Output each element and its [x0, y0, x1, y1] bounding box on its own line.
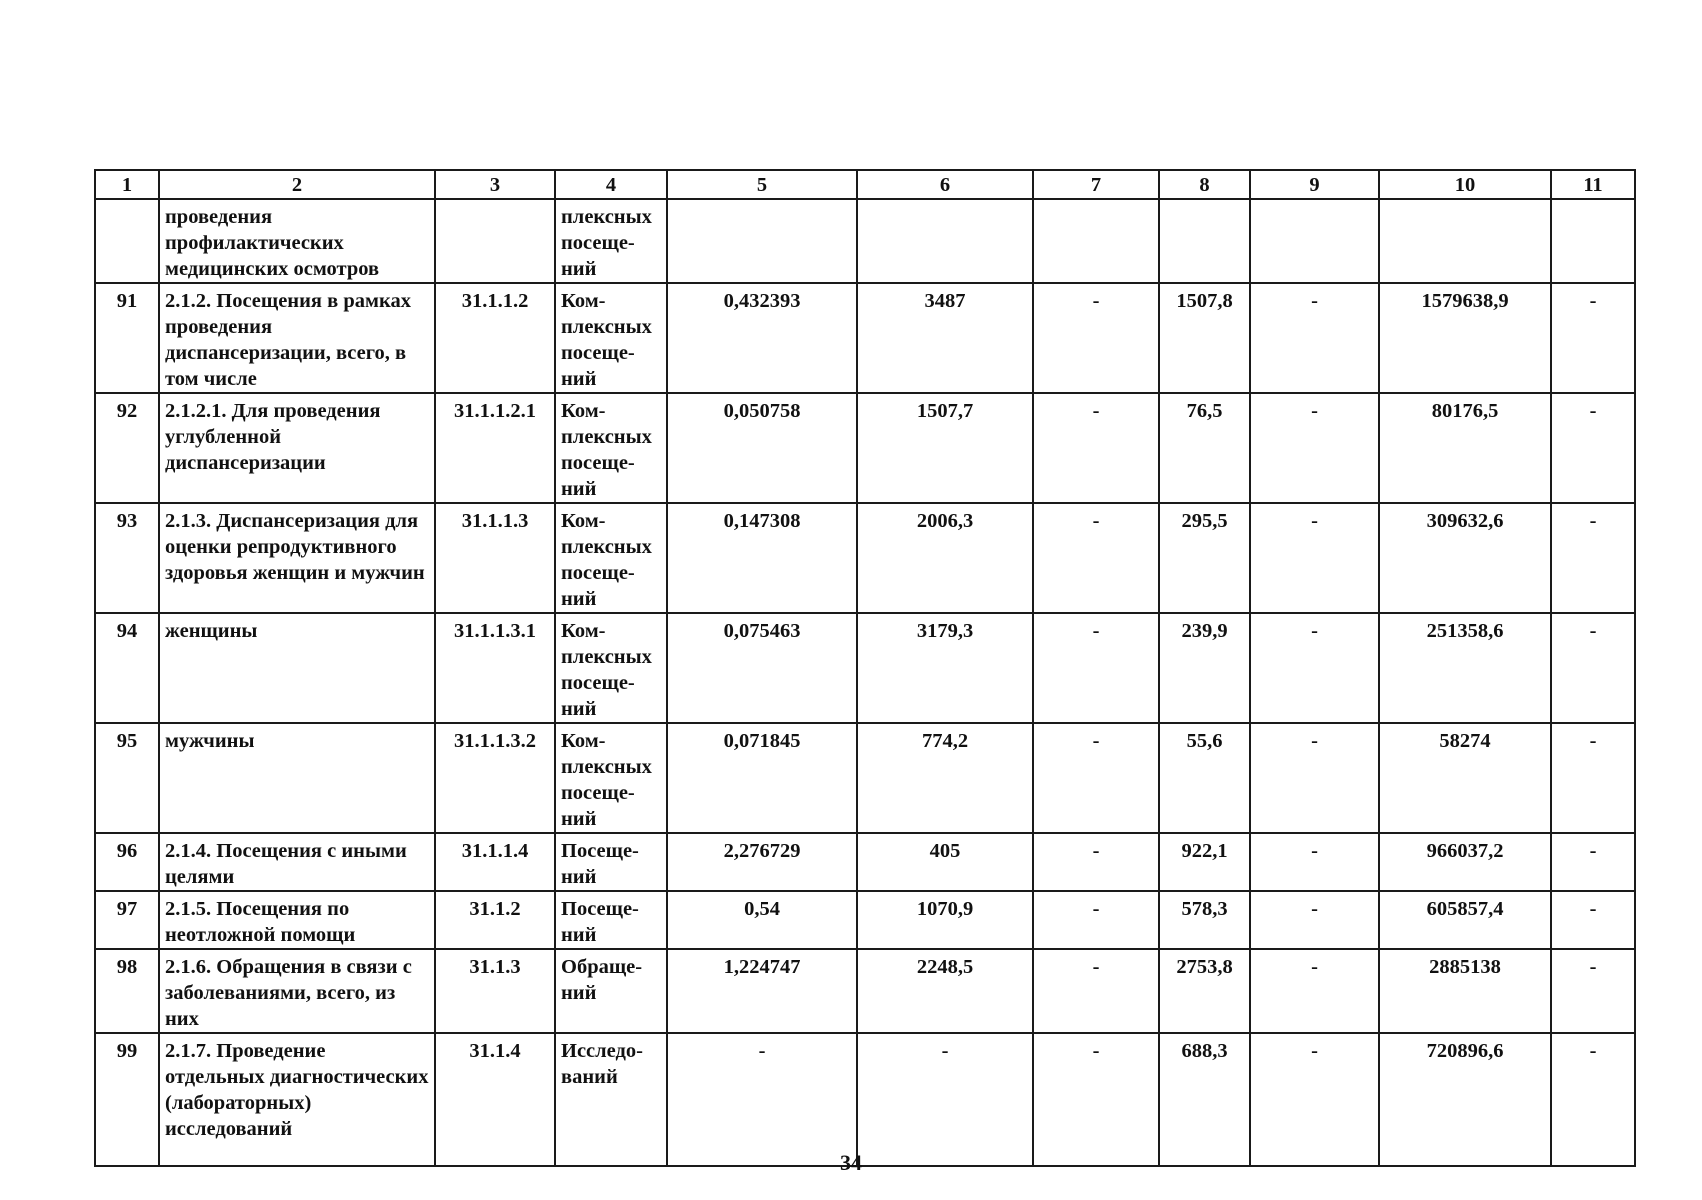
unit-cell: Ком-плексных посеще-ний: [555, 503, 667, 613]
value-cell-col-8: 55,6: [1159, 723, 1250, 833]
unit-cell: плексных посеще-ний: [555, 199, 667, 283]
value-cell-col-11: -: [1551, 503, 1635, 613]
value-cell-col-8: 688,3: [1159, 1033, 1250, 1166]
unit-cell: Исследо-ваний: [555, 1033, 667, 1166]
row-number-cell: 97: [95, 891, 159, 949]
value-cell-col-5: 0,432393: [667, 283, 857, 393]
value-cell-col-6: 1507,7: [857, 393, 1033, 503]
value-cell-col-10: 58274: [1379, 723, 1551, 833]
code-cell: 31.1.1.3: [435, 503, 555, 613]
value-cell-col-10: 720896,6: [1379, 1033, 1551, 1166]
value-cell-col-5: 0,075463: [667, 613, 857, 723]
code-cell: 31.1.4: [435, 1033, 555, 1166]
row-number-cell: 95: [95, 723, 159, 833]
table-body: [95, 170, 1635, 1166]
value-cell-col-8: 2753,8: [1159, 949, 1250, 1033]
value-cell-col-10: [1379, 199, 1551, 283]
code-cell: 31.1.1.3.1: [435, 613, 555, 723]
value-cell-col-11: -: [1551, 283, 1635, 393]
header-cell-col-10: 10: [1379, 170, 1551, 199]
value-cell-col-11: -: [1551, 949, 1635, 1033]
value-cell-col-6: -: [857, 1033, 1033, 1166]
header-cell-col-5: 5: [667, 170, 857, 199]
description-cell: 2.1.2.1. Для проведения углубленной диспансеризации: [159, 393, 435, 503]
description-cell: 2.1.5. Посещения по неотложной помощи: [159, 891, 435, 949]
value-cell-col-10: 80176,5: [1379, 393, 1551, 503]
value-cell-col-7: -: [1033, 1033, 1159, 1166]
value-cell-col-5: 0,54: [667, 891, 857, 949]
row-number-cell: 96: [95, 833, 159, 891]
table-row: [95, 199, 1635, 283]
value-cell-col-5: 0,071845: [667, 723, 857, 833]
unit-cell: Обраще-ний: [555, 949, 667, 1033]
value-cell-col-6: 1070,9: [857, 891, 1033, 949]
value-cell-col-5: -: [667, 1033, 857, 1166]
value-cell-col-9: -: [1250, 833, 1379, 891]
value-cell-col-7: -: [1033, 891, 1159, 949]
value-cell-col-8: 76,5: [1159, 393, 1250, 503]
value-cell-col-5: 1,224747: [667, 949, 857, 1033]
value-cell-col-11: -: [1551, 833, 1635, 891]
value-cell-col-10: 605857,4: [1379, 891, 1551, 949]
table-row: [95, 949, 1635, 1033]
table-row: [95, 833, 1635, 891]
table-row: [95, 503, 1635, 613]
value-cell-col-10: 966037,2: [1379, 833, 1551, 891]
page-number: 34: [840, 1150, 862, 1175]
code-cell: 31.1.1.4: [435, 833, 555, 891]
value-cell-col-6: 2006,3: [857, 503, 1033, 613]
description-cell: проведения профилактических медицинских осмотров: [159, 199, 435, 283]
value-cell-col-7: -: [1033, 613, 1159, 723]
row-number-cell: 91: [95, 283, 159, 393]
code-cell: 31.1.3: [435, 949, 555, 1033]
code-cell: [435, 199, 555, 283]
row-number-cell: 99: [95, 1033, 159, 1166]
value-cell-col-5: [667, 199, 857, 283]
table-row: [95, 723, 1635, 833]
value-cell-col-11: -: [1551, 1033, 1635, 1166]
value-cell-col-9: [1250, 199, 1379, 283]
value-cell-col-10: 2885138: [1379, 949, 1551, 1033]
description-cell: 2.1.3. Диспансеризация для оценки репродуктивного здоровья женщин и мужчин: [159, 503, 435, 613]
value-cell-col-5: 2,276729: [667, 833, 857, 891]
value-cell-col-11: -: [1551, 393, 1635, 503]
value-cell-col-9: -: [1250, 393, 1379, 503]
unit-cell: Ком-плексных посеще-ний: [555, 393, 667, 503]
value-cell-col-7: -: [1033, 393, 1159, 503]
value-cell-col-9: -: [1250, 613, 1379, 723]
value-cell-col-9: -: [1250, 503, 1379, 613]
row-number-cell: 92: [95, 393, 159, 503]
table-row: [95, 393, 1635, 503]
value-cell-col-9: -: [1250, 891, 1379, 949]
header-cell-col-11: 11: [1551, 170, 1635, 199]
unit-cell: Ком-плексных посеще-ний: [555, 283, 667, 393]
value-cell-col-6: 3487: [857, 283, 1033, 393]
unit-cell: Ком-плексных посеще-ний: [555, 723, 667, 833]
value-cell-col-10: 251358,6: [1379, 613, 1551, 723]
value-cell-col-7: -: [1033, 949, 1159, 1033]
value-cell-col-7: -: [1033, 503, 1159, 613]
table-row: [95, 1033, 1635, 1166]
value-cell-col-9: -: [1250, 949, 1379, 1033]
code-cell: 31.1.1.2.1: [435, 393, 555, 503]
value-cell-col-11: -: [1551, 891, 1635, 949]
code-cell: 31.1.2: [435, 891, 555, 949]
table-row: [95, 613, 1635, 723]
table-row: [95, 283, 1635, 393]
value-cell-col-8: 239,9: [1159, 613, 1250, 723]
value-cell-col-8: 295,5: [1159, 503, 1250, 613]
value-cell-col-6: 2248,5: [857, 949, 1033, 1033]
value-cell-col-11: -: [1551, 723, 1635, 833]
value-cell-col-6: [857, 199, 1033, 283]
value-cell-col-9: -: [1250, 723, 1379, 833]
row-number-cell: 94: [95, 613, 159, 723]
description-cell: 2.1.7. Проведение отдельных диагностических (лабораторных) исследований: [159, 1033, 435, 1166]
value-cell-col-6: 3179,3: [857, 613, 1033, 723]
value-cell-col-7: -: [1033, 283, 1159, 393]
data-table: [94, 169, 1636, 1167]
code-cell: 31.1.1.3.2: [435, 723, 555, 833]
value-cell-col-9: -: [1250, 283, 1379, 393]
value-cell-col-6: 774,2: [857, 723, 1033, 833]
value-cell-col-5: 0,050758: [667, 393, 857, 503]
value-cell-col-8: 578,3: [1159, 891, 1250, 949]
header-cell-col-3: 3: [435, 170, 555, 199]
value-cell-col-6: 405: [857, 833, 1033, 891]
description-cell: женщины: [159, 613, 435, 723]
value-cell-col-11: [1551, 199, 1635, 283]
unit-cell: Посеще-ний: [555, 833, 667, 891]
header-cell-col-1: 1: [95, 170, 159, 199]
value-cell-col-11: -: [1551, 613, 1635, 723]
description-cell: 2.1.2. Посещения в рамках проведения диспансеризации, всего, в том числе: [159, 283, 435, 393]
unit-cell: Ком-плексных посеще-ний: [555, 613, 667, 723]
row-number-cell: 93: [95, 503, 159, 613]
value-cell-col-9: -: [1250, 1033, 1379, 1166]
code-cell: 31.1.1.2: [435, 283, 555, 393]
value-cell-col-8: [1159, 199, 1250, 283]
header-cell-col-2: 2: [159, 170, 435, 199]
value-cell-col-5: 0,147308: [667, 503, 857, 613]
unit-cell: Посеще-ний: [555, 891, 667, 949]
value-cell-col-7: -: [1033, 723, 1159, 833]
header-cell-col-8: 8: [1159, 170, 1250, 199]
value-cell-col-8: 1507,8: [1159, 283, 1250, 393]
row-number-cell: 98: [95, 949, 159, 1033]
header-cell-col-7: 7: [1033, 170, 1159, 199]
value-cell-col-10: 309632,6: [1379, 503, 1551, 613]
value-cell-col-7: -: [1033, 833, 1159, 891]
value-cell-col-7: [1033, 199, 1159, 283]
row-number-cell: [95, 199, 159, 283]
description-cell: 2.1.6. Обращения в связи с заболеваниями, всего, из них: [159, 949, 435, 1033]
table-row: [95, 891, 1635, 949]
header-cell-col-4: 4: [555, 170, 667, 199]
description-cell: мужчины: [159, 723, 435, 833]
value-cell-col-8: 922,1: [1159, 833, 1250, 891]
description-cell: 2.1.4. Посещения с иными целями: [159, 833, 435, 891]
value-cell-col-10: 1579638,9: [1379, 283, 1551, 393]
header-cell-col-6: 6: [857, 170, 1033, 199]
header-cell-col-9: 9: [1250, 170, 1379, 199]
table-header-row: [95, 170, 1635, 199]
